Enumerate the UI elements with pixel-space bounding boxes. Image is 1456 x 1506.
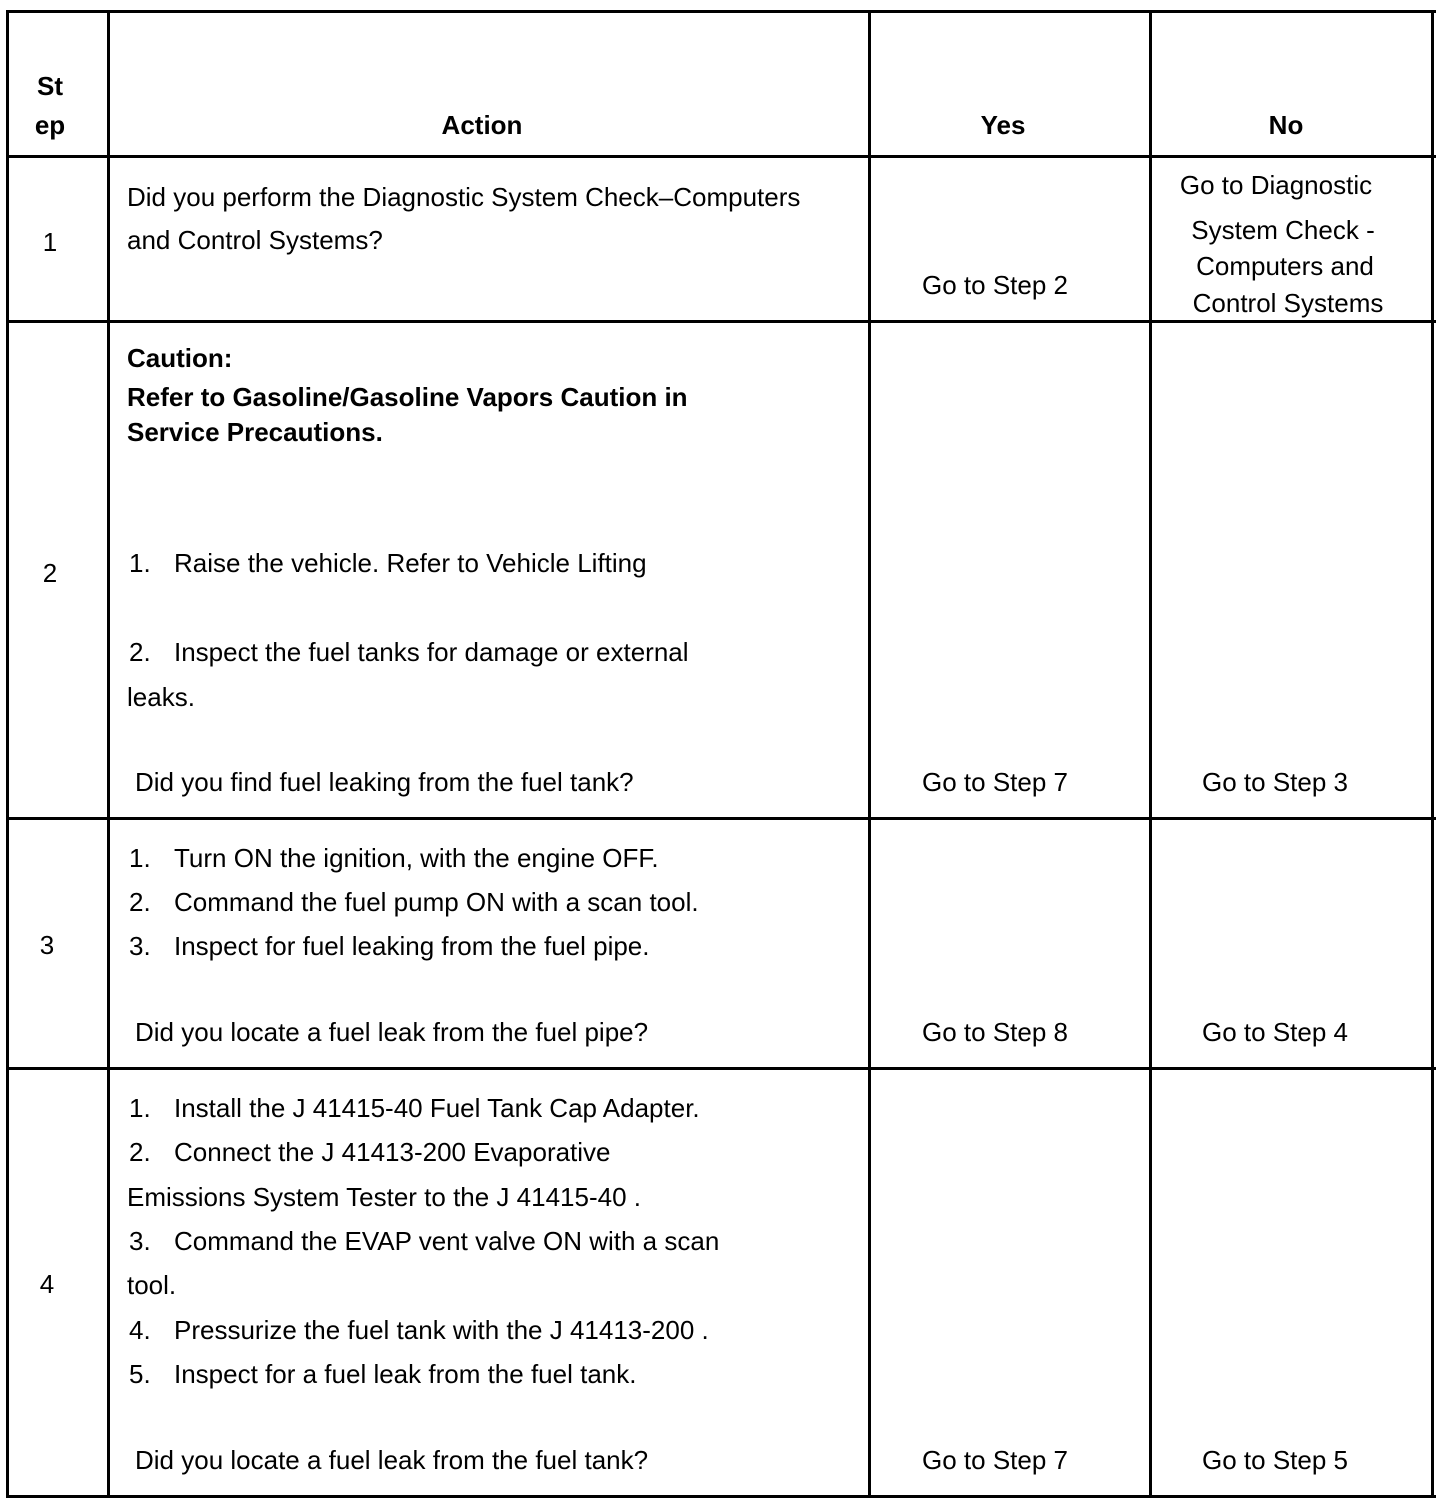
list-item-text: Inspect for a fuel leak from the fuel tank. <box>174 1359 637 1389</box>
step-question: Did you locate a fuel leak from the fuel tank? <box>135 1445 649 1475</box>
header-action: Action <box>441 110 523 140</box>
step-number: 2 <box>42 558 58 588</box>
row-divider-2 <box>6 817 1436 820</box>
no-result-line: Control Systems <box>1192 288 1384 318</box>
list-item-continuation: Emissions System Tester to the J 41415-40 . <box>127 1182 641 1212</box>
list-item-number: 3. <box>129 1226 151 1256</box>
step-question: Did you locate a fuel leak from the fuel pipe? <box>135 1017 649 1047</box>
column-divider-action <box>868 10 871 1498</box>
list-item-number: 1. <box>129 548 151 578</box>
yes-result: Go to Step 2 <box>922 270 1068 300</box>
list-item-text: Connect the J 41413-200 Evaporative <box>174 1137 611 1167</box>
step-number: 3 <box>39 930 55 960</box>
caution-text-line: Refer to Gasoline/Gasoline Vapors Caution in <box>127 382 688 412</box>
list-item-text: Turn ON the ignition, with the engine OFF. <box>174 843 659 873</box>
list-item-number: 5. <box>129 1359 151 1389</box>
column-divider-yes <box>1149 10 1152 1498</box>
header-no: No <box>1268 110 1304 140</box>
action-text-line: and Control Systems? <box>127 225 383 255</box>
list-item-text: Inspect for fuel leaking from the fuel pipe. <box>174 931 650 961</box>
list-item-text: Command the fuel pump ON with a scan tool. <box>174 887 699 917</box>
table-border-top <box>6 10 1436 13</box>
list-item-number: 2. <box>129 887 151 917</box>
step-number: 4 <box>39 1269 55 1299</box>
table-border-bottom <box>6 1495 1436 1498</box>
list-item-text: Raise the vehicle. Refer to Vehicle Lifting <box>174 548 647 578</box>
row-divider-header <box>6 155 1436 158</box>
list-item-number: 4. <box>129 1315 151 1345</box>
list-item-number: 2. <box>129 1137 151 1167</box>
list-item-continuation: leaks. <box>127 682 195 712</box>
no-result-line: System Check - <box>1191 215 1375 245</box>
caution-heading: Caution: <box>127 343 233 373</box>
list-item-text: Command the EVAP vent valve ON with a scan <box>174 1226 720 1256</box>
list-item-text: Install the J 41415-40 Fuel Tank Cap Adapter. <box>174 1093 700 1123</box>
list-item-continuation: tool. <box>127 1270 177 1300</box>
header-yes: Yes <box>980 110 1026 140</box>
list-item-text: Pressurize the fuel tank with the J 41413-200 . <box>174 1315 709 1345</box>
row-divider-1 <box>6 320 1436 323</box>
yes-result: Go to Step 8 <box>922 1017 1068 1047</box>
no-result: Go to Step 5 <box>1202 1445 1348 1475</box>
yes-result: Go to Step 7 <box>922 1445 1068 1475</box>
action-text-line: Did you perform the Diagnostic System Check–Computers <box>127 182 801 212</box>
list-item-number: 1. <box>129 1093 151 1123</box>
step-number: 1 <box>42 227 58 257</box>
list-item-text: Inspect the fuel tanks for damage or external <box>174 637 689 667</box>
column-divider-step <box>107 10 110 1498</box>
header-step-line-1: St <box>37 71 63 101</box>
table-border-left <box>6 10 9 1498</box>
list-item-number: 1. <box>129 843 151 873</box>
step-question: Did you find fuel leaking from the fuel tank? <box>135 767 634 797</box>
no-result-line: Computers and <box>1196 251 1374 281</box>
yes-result: Go to Step 7 <box>922 767 1068 797</box>
list-item-number: 2. <box>129 637 151 667</box>
caution-text-line: Service Precautions. <box>127 417 383 447</box>
table-border-right <box>1431 10 1434 1498</box>
list-item-number: 3. <box>129 931 151 961</box>
row-divider-3 <box>6 1067 1436 1070</box>
no-result: Go to Step 4 <box>1202 1017 1348 1047</box>
no-result: Go to Step 3 <box>1202 767 1348 797</box>
header-step-line-2: ep <box>34 110 66 140</box>
no-result-line: Go to Diagnostic <box>1179 170 1373 200</box>
